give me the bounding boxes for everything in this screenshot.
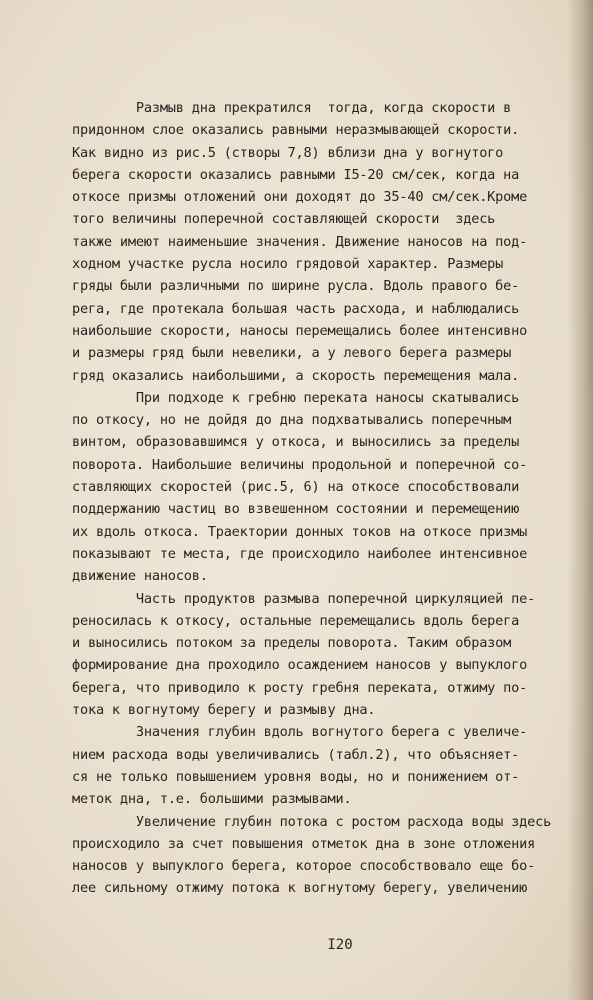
text-line: и выносились потоком за пределы поворота. Таким образом [72,635,512,652]
text-line: тока к вогнутому берегу и размыву дна. [72,702,376,719]
text-line: гряды были различными по ширине русла. Вдоль правого бе- [72,278,520,295]
text-line: Значения глубин вдоль вогнутого берега с увеличе- [72,724,528,741]
text-line: Размыв дна прекратился тогда, когда скорости в [72,100,512,116]
text-line: также имеют наименьшие значения. Движение наносов на под- [72,233,528,250]
text-line: происходило за счет повышения отметок дна в зоне отложения [72,835,536,852]
text-line: показывают те места, где происходило наиболее интенсивное [72,545,528,562]
body-text [72,97,592,900]
text-line: придонном слое оказались равными неразмывающей скорости. [72,122,520,139]
text-line: рега, где протекала большая часть расхода, и наблюдались [72,300,520,317]
text-line: поворота. Наибольшие величины продольной и поперечной со- [72,456,528,473]
text-line: ся не только повышением уровня воды, но и понижением от- [72,768,520,785]
text-line: ставляющих скоростей (рис.5, 6) на откосе способствовали [72,479,520,496]
text-line: гряд оказались наибольшими, а скорость перемещения мала. [72,367,520,384]
text-line: формирование дна проходило осаждением наносов у выпуклого [72,657,528,674]
text-line: откосе призмы отложений они доходят до 35-40 см/сек.Кроме [72,189,528,206]
text-line: движение наносов. [72,568,208,585]
text-line: меток дна, т.е. большими размывами. [72,791,352,808]
text-line: берега скорости оказались равными I5-20 см/сек, когда на [72,166,520,183]
text-line: реносилась к откосу, остальные перемещались вдоль берега [72,612,520,629]
text-line: наибольшие скорости, наносы перемещались более интенсивно [72,322,528,339]
text-line: Как видно из рис.5 (створы 7,8) вблизи дна у вогнутого [72,144,504,161]
text-line: по откосу, но не дойдя до дна подхватывались поперечным [72,412,512,429]
text-line: Увеличение глубин потока с ростом расхода воды здесь [72,813,552,830]
text-line: ходном участке русла носило грядовой характер. Размеры [72,256,504,273]
text-line: берега, что приводило к росту гребня переката, отжиму по- [72,679,528,696]
text-line: и размеры гряд были невелики, а у левого берега размеры [72,345,512,362]
text-line: поддержанию частиц во взвешенном состоянии и перемещению [72,501,520,518]
text-line: их вдоль откоса. Траектории донных токов на откосе призмы [72,523,528,540]
text-line: нием расхода воды увеличивались (табл.2), что объясняет- [72,746,520,763]
text-line: При подходе к гребню переката наносы скатывались [72,389,520,406]
text-line: наносов у выпуклого берега, которое способствовало еще бо- [72,858,536,875]
text-line: того величины поперечной составляющей скорости здесь [72,211,496,228]
page-number: I20 [327,937,353,953]
text-line: лее сильному отжиму потока к вогнутому берегу, увеличению [72,880,528,897]
text-line: Часть продуктов размыва поперечной циркуляцией пе- [72,590,536,607]
text-line: винтом, образовавшимся у откоса, и выносились за пределы [72,434,520,451]
